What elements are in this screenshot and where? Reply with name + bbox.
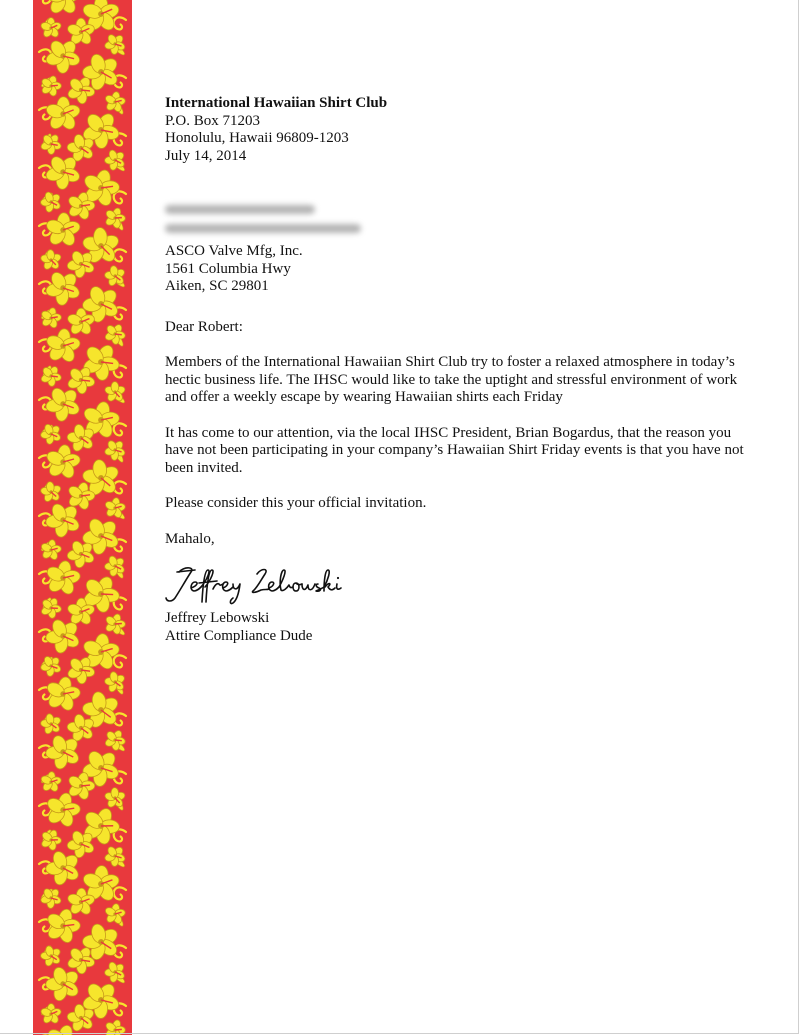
body-paragraph-1: Members of the International Hawaiian Shirt Club try to foster a relaxed atmosphere in today’s hectic business life. The IHSC would like to take the uptight and stressful environment of work and offer a weekly escape by wearing Hawaiian shirts each Friday	[165, 354, 738, 405]
signature-icon	[165, 562, 365, 606]
letter-date: July 14, 2014	[165, 147, 247, 164]
redacted-recipient-name	[165, 201, 365, 239]
signer-block	[165, 610, 745, 645]
salutation: Dear Robert:	[165, 318, 243, 335]
signer-name: Jeffrey Lebowski	[165, 610, 270, 626]
signer-title: Attire Compliance Dude	[165, 627, 313, 644]
sender-city-state-zip: Honolulu, Hawaii 96809-1203	[165, 130, 349, 146]
sender-organization: International Hawaiian Shirt Club	[165, 95, 388, 111]
hibiscus-border	[33, 0, 132, 1035]
body-paragraph-3: Please consider this your official invitation.	[165, 495, 427, 511]
recipient-company: ASCO Valve Mfg, Inc.	[165, 243, 303, 259]
recipient-block	[165, 243, 745, 296]
recipient-city-state-zip: Aiken, SC 29801	[165, 278, 269, 294]
sender-block	[165, 95, 745, 165]
handwritten-signature	[165, 562, 745, 606]
closing: Mahalo,	[165, 530, 215, 547]
hibiscus-pattern-icon	[33, 0, 132, 1035]
sender-po-box: P.O. Box 71203	[165, 112, 261, 129]
letter	[165, 95, 745, 645]
body-paragraph-2: It has come to our attention, via the local IHSC President, Brian Bogardus, that the reason you have not been participating in your company’s Hawaiian Shirt Friday events is that you have not been invited.	[165, 424, 744, 476]
recipient-street: 1561 Columbia Hwy	[165, 260, 291, 277]
